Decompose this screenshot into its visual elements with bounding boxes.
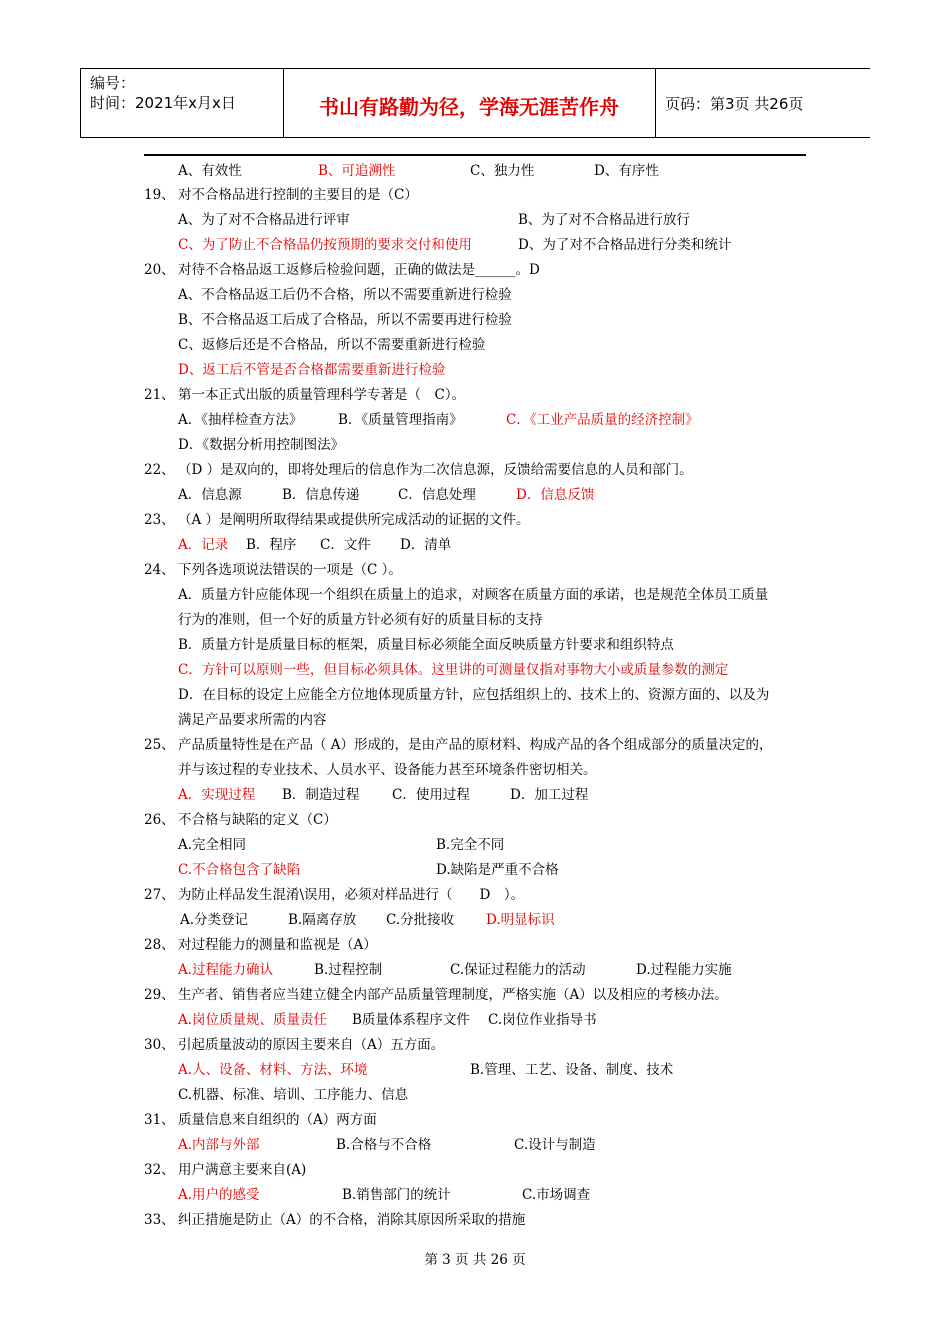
answer-option: 满足产品要求所需的内容: [178, 712, 327, 728]
answer-option-correct: D．信息反馈: [516, 487, 595, 503]
answer-option: C.岗位作业指导书: [488, 1012, 597, 1028]
question-text: 为防止样品发生混淆\误用，必须对样品进行（ D ）。: [178, 887, 525, 903]
answer-option: B.完全不同: [436, 837, 505, 853]
answer-option: C.保证过程能力的活动: [450, 962, 586, 978]
question-number: 31、: [144, 1112, 175, 1128]
question-number: 20、: [144, 262, 175, 278]
question-text: 质量信息来自组织的（A）两方面: [178, 1112, 377, 1128]
answer-option: B．制造过程: [282, 787, 360, 803]
answer-option: D．清单: [400, 537, 452, 553]
answer-option: B．程序: [246, 537, 297, 553]
answer-option-correct: A.过程能力确认: [178, 962, 274, 978]
question-text: 对不合格品进行控制的主要目的是（C）: [178, 187, 418, 203]
answer-option-correct: C．《工业产品质量的经济控制》: [506, 412, 699, 428]
question-text: （A ）是阐明所取得结果或提供所完成活动的证据的文件。: [178, 512, 530, 528]
answer-option-correct: C．方针可以原则一些，但目标必须具体。这里讲的可测量仅指对事物大小或质量参数的测定: [178, 662, 729, 678]
answer-option: C．文件: [320, 537, 371, 553]
answer-option: A．信息源: [178, 487, 242, 503]
question-number: 25、: [144, 737, 175, 753]
answer-option: B质量体系程序文件: [352, 1012, 470, 1028]
question-number: 21、: [144, 387, 175, 403]
question-number: 30、: [144, 1037, 175, 1053]
answer-option: C.设计与制造: [514, 1137, 596, 1153]
answer-option-correct: A．实现过程: [178, 787, 256, 803]
question-number: 28、: [144, 937, 175, 953]
answer-option-correct: A.内部与外部: [178, 1137, 260, 1153]
header-page-info: 页码：第3页 共26页: [665, 95, 804, 113]
answer-option: C、返修后还是不合格品，所以不需要重新进行检验: [178, 337, 486, 353]
question-text: 对过程能力的测量和监视是（A）: [178, 937, 377, 953]
question-text: 生产者、销售者应当建立健全内部产品质量管理制度，严格实施（A）以及相应的考核办法。: [178, 987, 728, 1003]
answer-option-correct: B、可追溯性: [318, 163, 396, 179]
answer-option: B.过程控制: [314, 962, 383, 978]
answer-option: B．质量方针是质量目标的框架，质量目标必须能全面反映质量方针要求和组织特点: [178, 637, 674, 653]
answer-option: A．质量方针应能体现一个组织在质量上的追求，对顾客在质量方面的承诺，也是规范全体员工质量: [178, 587, 769, 603]
question-text: 产品质量特性是在产品（ A）形成的，是由产品的原材料、构成产品的各个组成部分的质量决定的，: [178, 737, 773, 753]
answer-option: D．加工过程: [510, 787, 589, 803]
answer-option: B、不合格品返工后成了合格品，所以不需要再进行检验: [178, 312, 512, 328]
answer-option-correct: A．记录: [178, 537, 229, 553]
question-text: 第一本正式出版的质量管理科学专著是（ C）。: [178, 387, 466, 403]
answer-option: A、为了对不合格品进行评审: [178, 212, 350, 228]
answer-option-correct: D.明显标识: [486, 912, 555, 928]
answer-option: B．信息传递: [282, 487, 360, 503]
answer-option: C.分批接收: [386, 912, 455, 928]
answer-option-correct: D、返工后不管是否合格都需要重新进行检验: [178, 362, 446, 378]
answer-option: C．使用过程: [392, 787, 470, 803]
question-text: 纠正措施是防止（A）的不合格，消除其原因所采取的措施: [178, 1212, 526, 1228]
question-number: 19、: [144, 187, 175, 203]
question-number: 29、: [144, 987, 175, 1003]
answer-option-correct: C.不合格包含了缺陷: [178, 862, 301, 878]
question-number: 22、: [144, 462, 175, 478]
answer-option: D.缺陷是严重不合格: [436, 862, 559, 878]
answer-option: D．在目标的设定上应能全方位地体现质量方针，应包括组织上的、技术上的、资源方面的、以及为: [178, 687, 770, 703]
header-motto: 书山有路勤为径，学海无涯苦作舟: [319, 95, 619, 119]
header-number: 编号：: [90, 74, 136, 92]
answer-option: A.完全相同: [178, 837, 247, 853]
answer-option: B．《质量管理指南》: [338, 412, 463, 428]
question-number: 27、: [144, 887, 175, 903]
answer-option-correct: A.岗位质量规、质量责任: [178, 1012, 328, 1028]
question-text: 用户满意主要来自(A): [178, 1162, 307, 1178]
question-text: 不合格与缺陷的定义（C）: [178, 812, 337, 828]
question-text: 引起质量波动的原因主要来自（A）五方面。: [178, 1037, 445, 1053]
answer-option: B.管理、工艺、设备、制度、技术: [470, 1062, 674, 1078]
question-number: 33、: [144, 1212, 175, 1228]
answer-option: B.合格与不合格: [336, 1137, 432, 1153]
question-number: 26、: [144, 812, 175, 828]
question-text: （D ）是双向的，即将处理后的信息作为二次信息源，反馈给需要信息的人员和部门。: [178, 462, 693, 478]
answer-option: C．信息处理: [398, 487, 476, 503]
header-time: 时间：2021年x月x日: [90, 94, 236, 112]
answer-option: D.过程能力实施: [636, 962, 732, 978]
answer-option: D．《数据分析用控制图法》: [178, 437, 345, 453]
answer-option: B.隔离存放: [288, 912, 357, 928]
answer-option: A、有效性: [178, 163, 242, 179]
question-number: 23、: [144, 512, 175, 528]
answer-option: B.销售部门的统计: [342, 1187, 451, 1203]
question-number: 24、: [144, 562, 175, 578]
question-text: 对待不合格品返工返修后检验问题，正确的做法是______。D: [178, 262, 540, 278]
answer-option: 行为的准则，但一个好的质量方针必须有好的质量目标的支持: [178, 612, 543, 628]
answer-option: D、有序性: [594, 163, 659, 179]
answer-option-correct: C、为了防止不合格品仍按预期的要求交付和使用: [178, 237, 472, 253]
question-number: 32、: [144, 1162, 175, 1178]
answer-option: B、为了对不合格品进行放行: [518, 212, 690, 228]
page-footer: 第 3 页 共 26 页: [424, 1252, 526, 1268]
answer-option: A.分类登记: [180, 912, 249, 928]
answer-option: A、不合格品返工后仍不合格，所以不需要重新进行检验: [178, 287, 512, 303]
answer-option-correct: A.人、设备、材料、方法、环境: [178, 1062, 368, 1078]
answer-option: A．《抽样检查方法》: [178, 412, 303, 428]
answer-option: 并与该过程的专业技术、人员水平、设备能力甚至环境条件密切相关。: [178, 762, 597, 778]
answer-option: D、为了对不合格品进行分类和统计: [518, 237, 732, 253]
answer-option: C、独力性: [470, 163, 535, 179]
answer-option: C.市场调查: [522, 1187, 591, 1203]
answer-option: C.机器、标准、培训、工序能力、信息: [178, 1087, 409, 1103]
question-text: 下列各选项说法错误的一项是（C ）。: [178, 562, 402, 578]
answer-option-correct: A.用户的感受: [178, 1187, 260, 1203]
